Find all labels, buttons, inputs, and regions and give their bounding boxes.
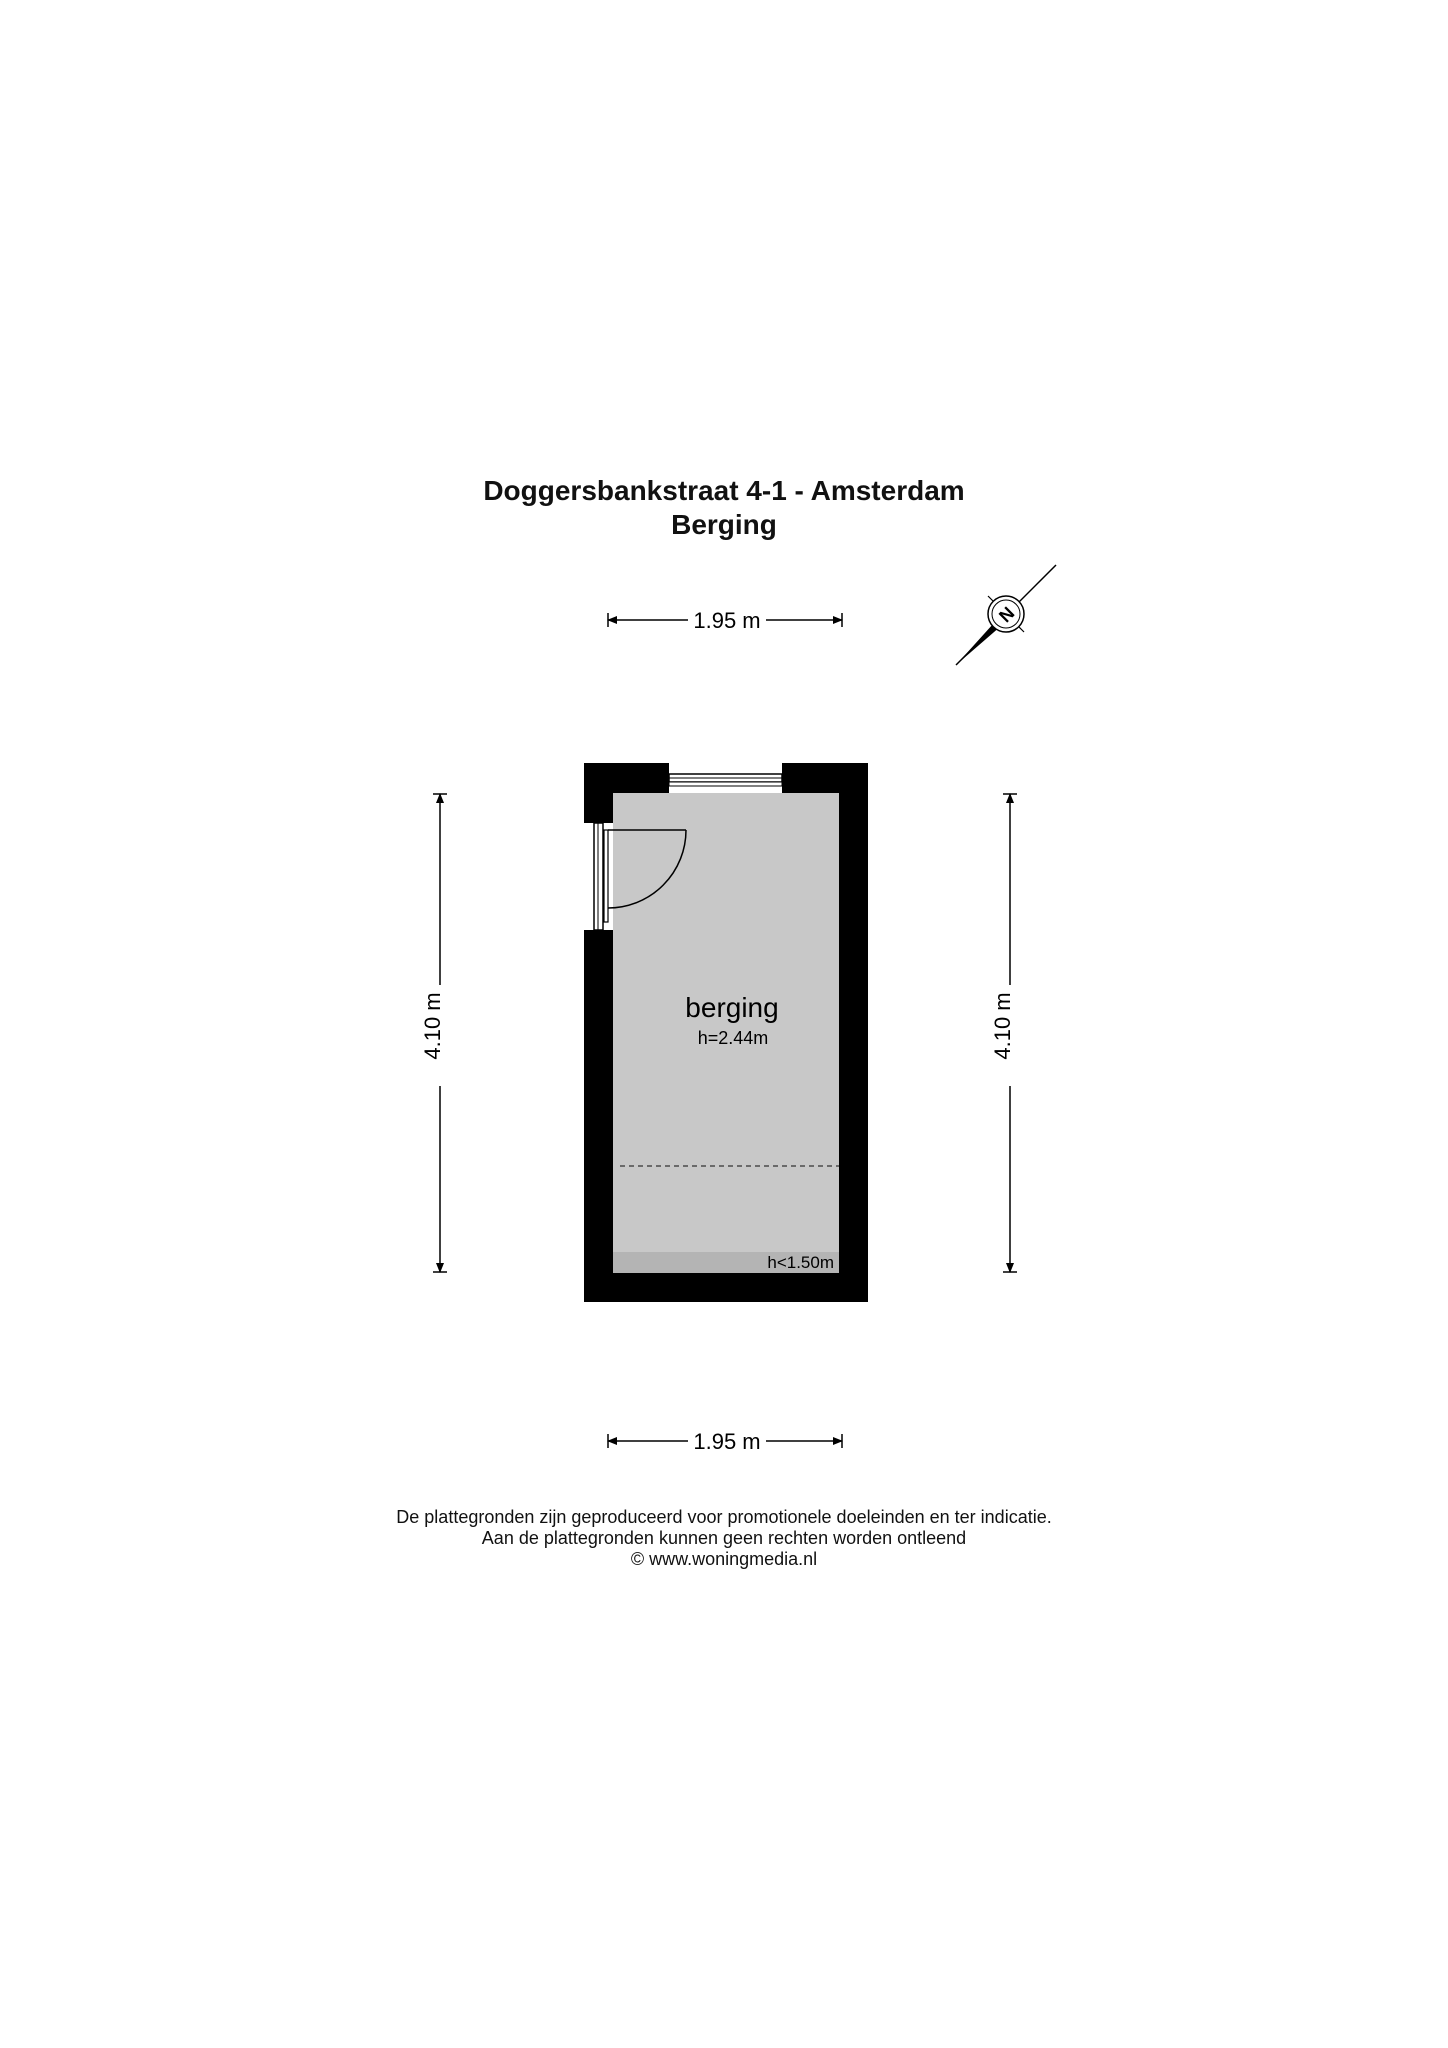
dimension-width-top-label: 1.95 m: [693, 608, 761, 633]
plan-title-address: Doggersbankstraat 4-1 - Amsterdam: [483, 475, 965, 506]
room-height: h=2.44m: [697, 1028, 769, 1048]
room-name: berging: [685, 992, 779, 1023]
compass-rose: [956, 565, 1056, 665]
dimension-height-right: [990, 794, 1017, 1272]
dimension-height-left-label: 4.10 m: [420, 992, 445, 1060]
dimension-height-left: [420, 794, 447, 1272]
window: [669, 774, 782, 786]
disclaimer-line-2: Aan de plattegronden kunnen geen rechten worden ontleend: [481, 1528, 967, 1548]
dimension-width-top: [608, 608, 842, 633]
dimension-height-right-label: 4.10 m: [990, 992, 1015, 1060]
dimension-width-bottom: [608, 1429, 842, 1454]
low-ceiling-label: h<1.50m: [767, 1253, 834, 1272]
dimension-width-bottom-label: 1.95 m: [693, 1429, 761, 1454]
disclaimer-line-1: De plattegronden zijn geproduceerd voor promotionele doeleinden en ter indicatie.: [396, 1507, 1052, 1527]
plan-title-floor: Berging: [671, 509, 777, 540]
door-leaf: [604, 830, 608, 922]
compass-north-label: N: [995, 603, 1019, 627]
disclaimer-line-3: © www.woningmedia.nl: [630, 1549, 818, 1569]
